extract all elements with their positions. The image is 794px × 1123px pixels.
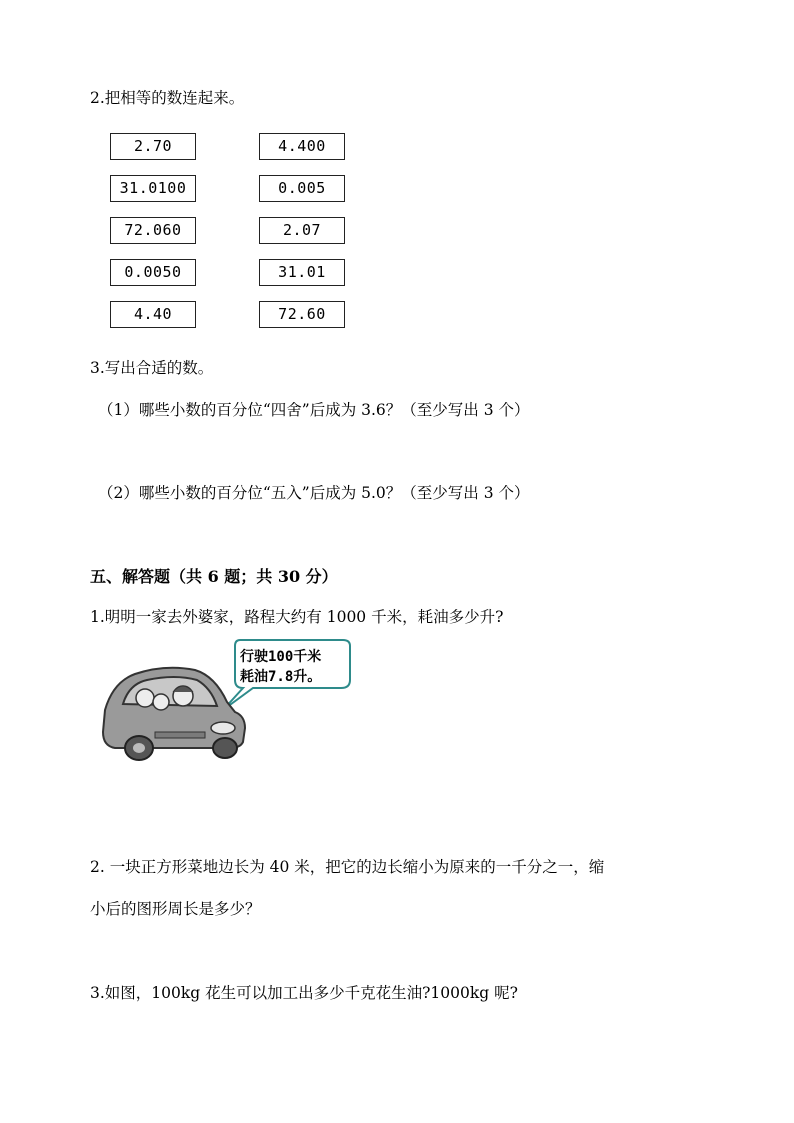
q3-title: 3.写出合适的数。 xyxy=(90,359,214,377)
problem-2-line-2: 小后的图形周长是多少？ xyxy=(90,900,261,918)
problem-2-line-1: 2. 一块正方形菜地边长为 40 米，把它的边长缩小为原来的一千分之一，缩 xyxy=(90,858,605,876)
left-number-box-4[interactable]: 0.0050 xyxy=(110,259,196,286)
right-number-box-5[interactable]: 72.60 xyxy=(259,301,345,328)
q3-sub2: （2）哪些小数的百分位“五入”后成为 5.0？（至少写出 3 个） xyxy=(98,484,530,502)
problem-3-text: 3.如图，100kg 花生可以加工出多少千克花生油?1000kg 呢? xyxy=(90,984,518,1002)
bubble-line-1: 行驶100千米 xyxy=(240,649,322,665)
car-illustration xyxy=(95,632,365,772)
bubble-line-2: 耗油7.8升。 xyxy=(240,669,322,685)
section5-heading: 五、解答题（共 6 题；共 30 分） xyxy=(90,567,338,586)
right-number-box-2[interactable]: 0.005 xyxy=(259,175,345,202)
left-number-box-2[interactable]: 31.0100 xyxy=(110,175,196,202)
q3-sub1: （1）哪些小数的百分位“四舍”后成为 3.6？（至少写出 3 个） xyxy=(98,401,530,419)
left-number-box-1[interactable]: 2.70 xyxy=(110,133,196,160)
right-number-box-1[interactable]: 4.400 xyxy=(259,133,345,160)
left-number-box-5[interactable]: 4.40 xyxy=(110,301,196,328)
problem-1-text: 1.明明一家去外婆家，路程大约有 1000 千米，耗油多少升? xyxy=(90,608,504,626)
right-number-box-3[interactable]: 2.07 xyxy=(259,217,345,244)
right-number-box-4[interactable]: 31.01 xyxy=(259,259,345,286)
left-number-box-3[interactable]: 72.060 xyxy=(110,217,196,244)
q2-title: 2.把相等的数连起来。 xyxy=(90,89,245,107)
